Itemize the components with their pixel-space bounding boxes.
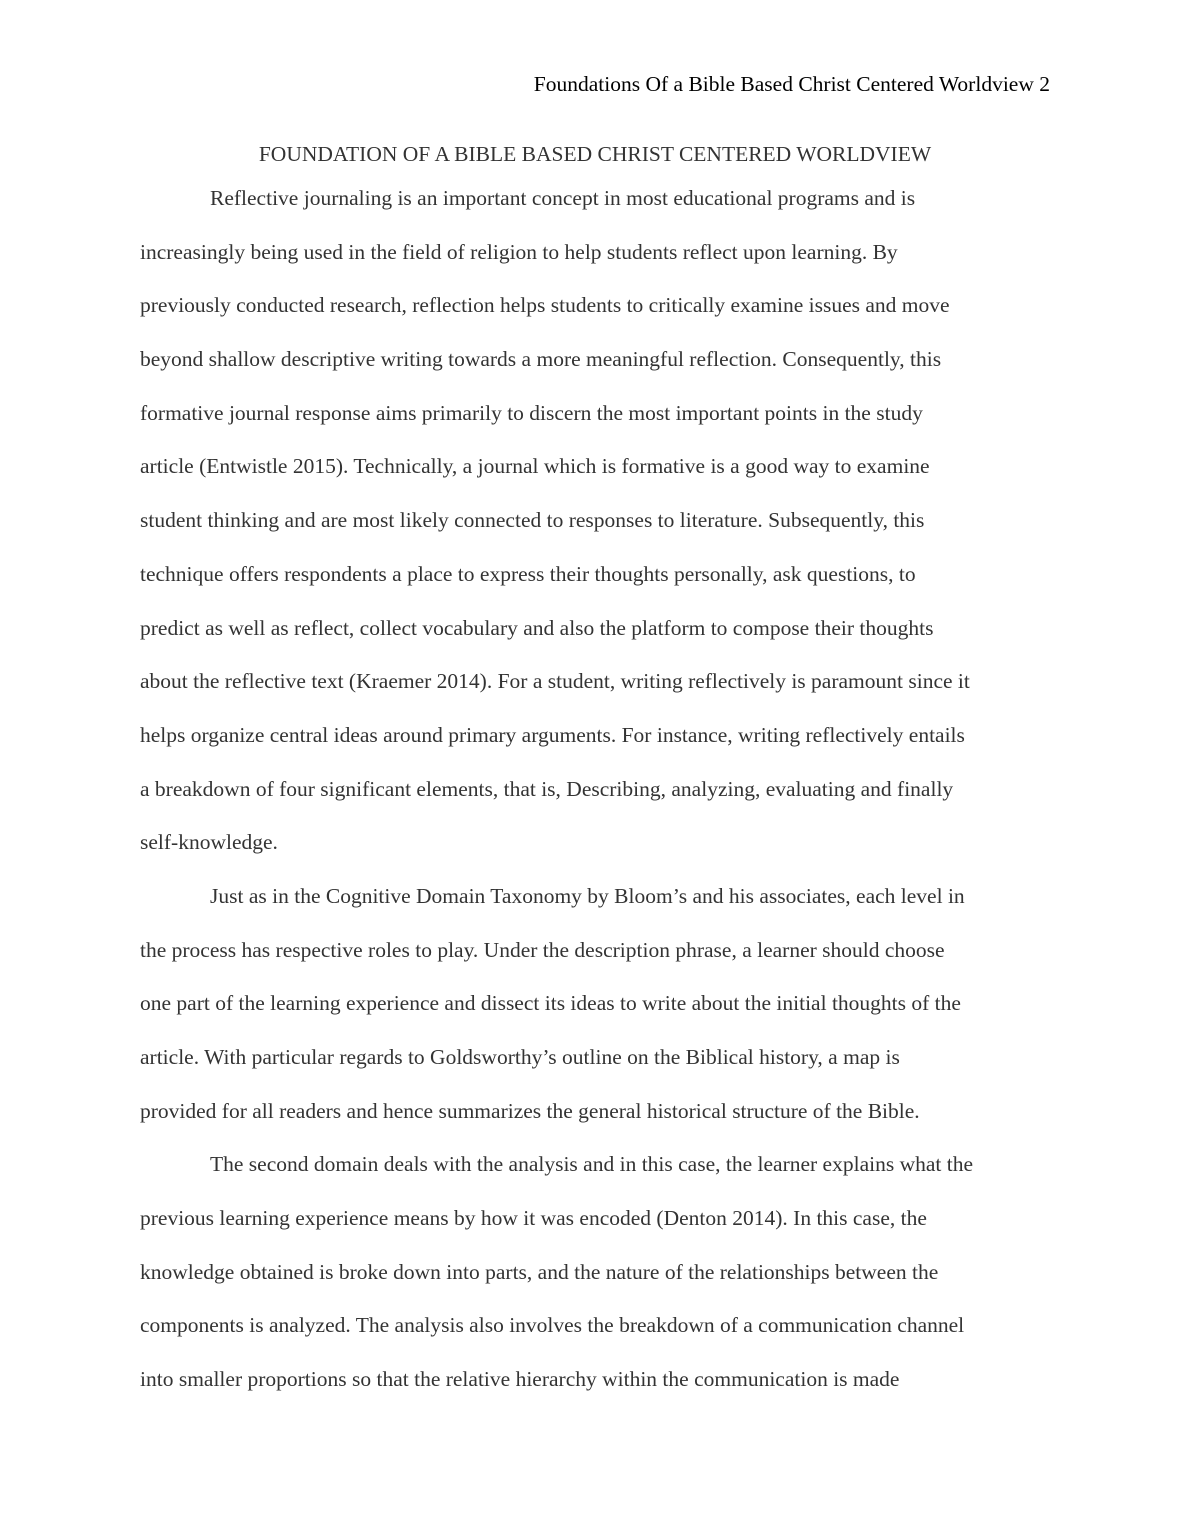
paragraph-line: provided for all readers and hence summarizes the general historical structure of the Bible. [140,1098,920,1123]
paragraph-line: a breakdown of four significant elements, that is, Describing, analyzing, evaluating and finally [140,776,954,801]
paragraph-line: knowledge obtained is broke down into parts, and the nature of the relationships between the [140,1259,939,1284]
paragraph-line: previous learning experience means by how it was encoded (Denton 2014). In this case, the [140,1206,927,1231]
paragraph-line: Reflective journaling is an important concept in most educational programs and is [210,186,916,210]
paragraph-line: the process has respective roles to play. Under the description phrase, a learner should choose [140,937,945,962]
paragraph-line: predict as well as reflect, collect vocabulary and also the platform to compose their thoughts [140,615,934,640]
paragraph-line: into smaller proportions so that the relative hierarchy within the communication is made [140,1367,900,1392]
paragraph-line: The second domain deals with the analysis and in this case, the learner explains what the [210,1152,974,1177]
paragraph-line: helps organize central ideas around primary arguments. For instance, writing reflectively entails [140,722,965,747]
paragraph-line: previously conducted research, reflection helps students to critically examine issues and move [140,293,950,318]
running-head: Foundations Of a Bible Based Christ Centered Worldview 2 [533,72,1050,96]
paragraph-line: article. With particular regards to Goldsworthy’s outline on the Biblical history, a map is [140,1045,900,1069]
paragraph-line: Just as in the Cognitive Domain Taxonomy by Bloom’s and his associates, each level in [210,883,965,908]
paragraph-2 [140,870,1050,1138]
paragraph-line: about the reflective text (Kraemer 2014). For a student, writing reflectively is paramount since it [140,669,970,694]
paragraph-3 [140,1138,1050,1406]
paragraph-line: beyond shallow descriptive writing towards a more meaningful reflection. Consequently, this [140,347,942,372]
document-body [140,172,1050,1407]
paragraph-1 [140,172,1050,870]
paragraph-line: increasingly being used in the field of religion to help students reflect upon learning. By [140,239,898,264]
paragraph-line: self-knowledge. [140,830,278,855]
paragraph-line: formative journal response aims primarily to discern the most important points in the study [140,400,923,425]
paragraph-line: one part of the learning experience and dissect its ideas to write about the initial thoughts of the [140,991,961,1016]
paragraph-line: article (Entwistle 2015). Technically, a journal which is formative is a good way to examine [140,454,930,479]
paragraph-line: technique offers respondents a place to express their thoughts personally, ask questions, to [140,561,916,586]
paragraph-line: components is analyzed. The analysis also involves the breakdown of a communication channel [140,1313,965,1338]
paragraph-line: student thinking and are most likely connected to responses to literature. Subsequently, this [140,508,925,533]
document-title: FOUNDATION OF A BIBLE BASED CHRIST CENTERED WORLDVIEW [258,142,932,166]
